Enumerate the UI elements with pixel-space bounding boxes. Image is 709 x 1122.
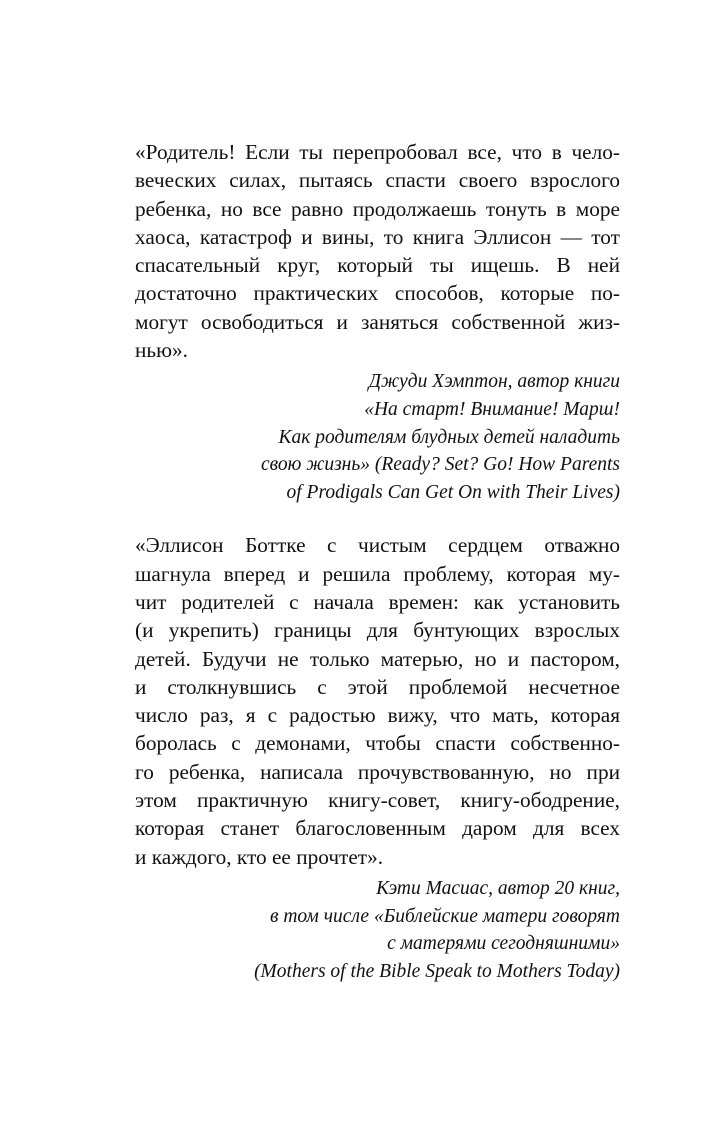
quote-line: могут освободиться и заняться собственной жиз- [135,309,620,334]
quote-line: веческих силах, пытаясь спасти своего взрослого [135,168,620,193]
quote-line: этом практичную книгу-совет, книгу-ободрение, [135,788,620,813]
quote-line: го ребенка, написала прочувствованную, но при [135,759,620,784]
attribution-line: of Prodigals Can Get On with Their Lives) [286,481,620,503]
quote-line: боролась с демонами, чтобы спасти собственно- [135,731,620,756]
attribution-line: свою жизнь» (Ready? Set? Go! How Parents [260,454,620,476]
attribution-line: «На старт! Внимание! Марш! [364,398,620,420]
attribution-line: с матерями сегодняшними» [387,933,620,955]
quote-line: и каждого, кто ее прочтет». [135,844,384,869]
quote-line: и столкнувшись с этой проблемой несчетное [135,674,620,699]
quote-line: (и укрепить) границы для бунтующих взрослых [135,618,620,643]
quote-line: которая станет благословенным даром для всех [135,816,620,841]
attribution-line: Джуди Хэмптон, автор книги [368,371,620,393]
quote-line: нью». [135,338,188,363]
section-gap [135,506,620,531]
quote-line: спасательный круг, который ты ищешь. В ней [135,253,620,278]
page-content [135,138,620,985]
quote-line: достаточно практических способов, которые по- [135,281,620,306]
quote-line: ребенка, но все равно продолжаешь тонуть в море [135,196,620,221]
attribution-line: (Mothers of the Bible Speak to Mothers Today) [254,960,620,982]
attribution-line: Как родителям блудных детей наладить [278,426,620,448]
quote-line: хаоса, катастроф и вины, то книга Эллисон — тот [135,224,620,249]
quote-line: шагнула вперед и решила проблему, которая му- [135,561,620,586]
quote-line: детей. Будучи не только матерью, но и пастором, [135,646,620,671]
quote-2-attribution [135,875,620,985]
quote-line: «Эллисон Боттке с чистым сердцем отважно [135,533,620,558]
attribution-line: Кэти Масиас, автор 20 книг, [376,877,620,899]
quote-1 [135,138,620,364]
quote-line: чит родителей с начала времен: как установить [135,589,620,614]
quote-1-attribution [135,368,620,506]
quote-line: число раз, я с радостью вижу, что мать, которая [135,703,620,728]
quote-line: «Родитель! Если ты перепробовал все, что в чело- [135,140,620,164]
attribution-line: в том числе «Библейские матери говорят [269,905,620,927]
quote-2 [135,531,620,871]
